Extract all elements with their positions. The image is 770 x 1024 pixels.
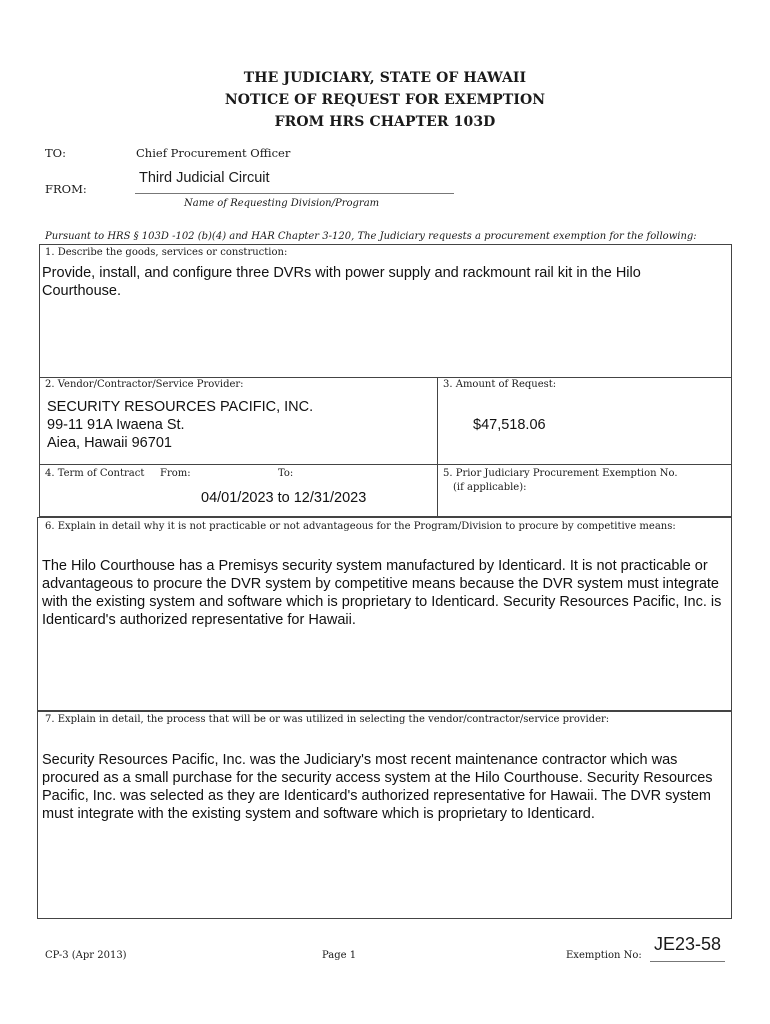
section1-value[interactable]: Provide, install, and configure three DVRs with power supply and rackmount rail kit in the Hilo Courthouse.: [42, 265, 641, 299]
section5-label: 5. Prior Judiciary Procurement Exemption No.: [443, 468, 678, 479]
to-label: TO:: [45, 146, 66, 160]
section2-label: 2. Vendor/Contractor/Service Provider:: [45, 379, 244, 390]
section4-label: 4. Term of Contract: [45, 468, 145, 479]
header-title-line2: NOTICE OF REQUEST FOR EXEMPTION: [224, 92, 546, 108]
pursuant-text: Pursuant to HRS § 103D -102 (b)(4) and HAR Chapter 3-120, The Judiciary requests a procurement exemption for the following:: [45, 231, 697, 242]
section7-label: 7. Explain in detail, the process that will be or was utilized in selecting the vendor/contractor/service provider:: [45, 714, 610, 725]
footer-page: Page 1: [322, 950, 357, 961]
footer-form-id: CP-3 (Apr 2013): [45, 950, 127, 961]
from-caption: Name of Requesting Division/Program: [184, 198, 380, 209]
footer-exemption-value[interactable]: JE23-58: [654, 934, 722, 954]
section4-value[interactable]: 04/01/2023 to 12/31/2023: [201, 490, 367, 506]
section2-line1[interactable]: SECURITY RESOURCES PACIFIC, INC.: [47, 399, 314, 415]
section3-value[interactable]: $47,518.06: [473, 417, 546, 433]
from-label: FROM:: [45, 182, 87, 196]
section2-line2[interactable]: 99-11 91A Iwaena St.: [47, 417, 185, 433]
footer-exemption-label: Exemption No:: [566, 950, 642, 961]
section6-value[interactable]: The Hilo Courthouse has a Premisys security system manufactured by Identicard. It is not practicable or advantageous to procure the DVR system by competitive means because the DVR system must integrate with the existing system and software which is proprietary to Identicard. Security Resources Pacific, Inc. is Identicard's authorized representative for Hawaii.: [42, 558, 722, 628]
section5-sublabel: (if applicable):: [453, 482, 527, 493]
section2-line3[interactable]: Aiea, Hawaii 96701: [47, 435, 172, 451]
section6-label: 6. Explain in detail why it is not practicable or not advantageous for the Program/Division to procure by competitive means:: [45, 521, 676, 532]
to-value: Chief Procurement Officer: [136, 146, 291, 160]
header-title-line1: THE JUDICIARY, STATE OF HAWAII: [243, 70, 527, 86]
section1-label: 1. Describe the goods, services or construction:: [45, 247, 288, 258]
header-title-line3: FROM HRS CHAPTER 103D: [274, 114, 496, 130]
from-value[interactable]: Third Judicial Circuit: [139, 170, 270, 186]
section3-label: 3. Amount of Request:: [443, 379, 557, 390]
from-underline: [135, 193, 454, 194]
section4-from-label: From:: [160, 468, 191, 479]
section7-value[interactable]: Security Resources Pacific, Inc. was the Judiciary's most recent maintenance contractor which was procured as a small purchase for the security access system at the Hilo Courthouse. Security Resources Pacific, Inc. was selected as they are Identicard's authorized representative for Hawaii. The DVR system must integrate with the existing system and software which is proprietary to Identicard.: [42, 752, 713, 822]
exemption-underline: [650, 961, 725, 962]
section4-to-label: To:: [278, 468, 294, 479]
